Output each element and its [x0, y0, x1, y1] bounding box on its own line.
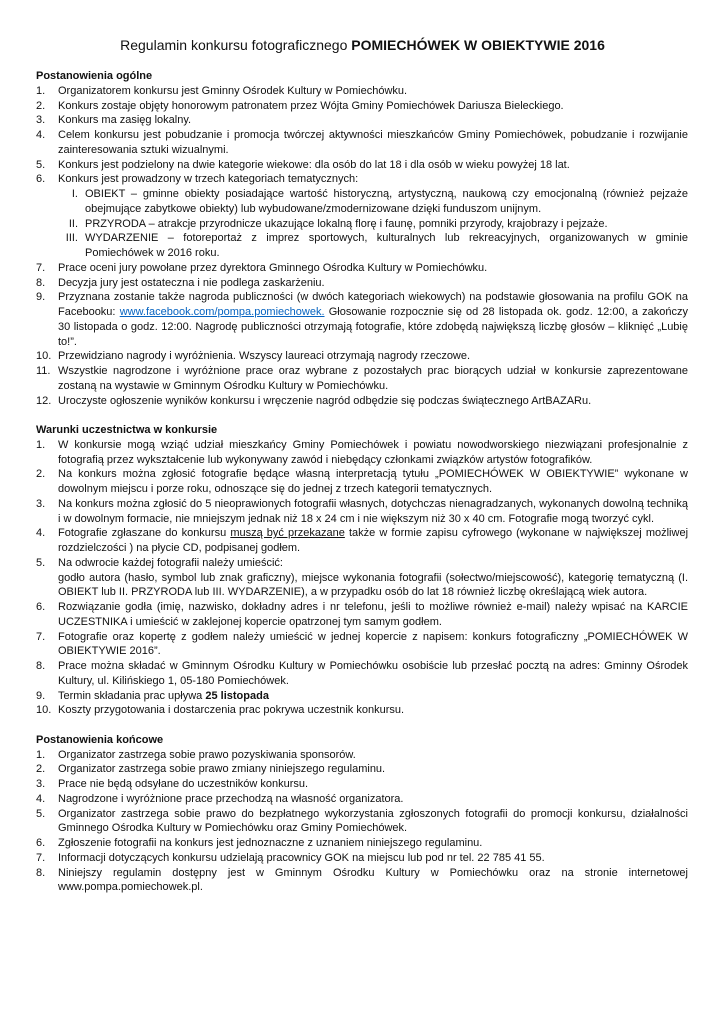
item-text: PRZYRODA – atrakcje przyrodnicze ukazujące lokalną florę i faunę, pomniki przyrody, krajobrazy i pejzaże. — [85, 217, 608, 230]
section-gap — [36, 408, 688, 423]
item-number: 1. — [36, 438, 46, 451]
item-number: 5. — [36, 158, 46, 171]
item-number: 6. — [36, 837, 46, 849]
list-item — [36, 84, 688, 99]
item-text: Na odwrocie każdej fotografii należy umieścić: — [58, 556, 283, 569]
item-text: Prace nie będą odsyłane do uczestników konkursu. — [58, 778, 309, 790]
list-item — [36, 231, 688, 261]
item-text: Zgłoszenie fotografii na konkurs jest jednoznaczne z uznaniem niniejszego regulaminu. — [58, 837, 483, 849]
item-text: Organizator zastrzega sobie prawo do bezpłatnego wykorzystania zgłoszonych fotografii do promocji konkursu, działalności Gminnego Ośrodka Kultury w Pomiechówku oraz Gminy Pomiechówek. — [58, 807, 688, 835]
item-number: 8. — [36, 276, 46, 289]
item-number: 6. — [36, 173, 46, 186]
list-item — [36, 866, 688, 896]
item-number: II. — [68, 217, 78, 230]
item-text: Koszty przygotowania i dostarczenia prac pokrywa uczestnik konkursu. — [58, 704, 405, 717]
item-number: 10. — [36, 704, 52, 717]
item-number: 7. — [36, 630, 46, 643]
item-text-cont: Głosowanie rozpocznie się od 28 listopada ok. godz. 12:00, a zakończy 30 listopada o godz. 12:00. Nagrodę publiczności otrzymają fotografie, które zdobędą największą liczbę głosów – kliknięć „Lubię to!”. — [58, 306, 688, 348]
item-text: Wszystkie nagrodzone i wyróżnione prace oraz wybrane z pozostałych prac biorących udział w konkursie zaprezentowane zostaną na wystawie w Gminnym Ośrodku Kultury w Pomiechówku. — [58, 365, 688, 392]
list-item — [36, 556, 688, 600]
title-contest-name: POMIECHÓWEK W OBIEKTYWIE 2016 — [351, 37, 605, 53]
list-item — [36, 526, 688, 556]
item-text: Fotografie zgłaszane do konkursu — [58, 527, 231, 540]
item-number: 12. — [36, 394, 52, 407]
item-number: 3. — [36, 497, 46, 510]
item-number: 4. — [36, 527, 46, 540]
item-text-cont: godło autora (hasło, symbol lub znak graficzny), miejsce wykonania fotografii (sołectwo/miejscowość), kategorię tematyczną (I. OBIEKT lub II. PRZYRODA lub III. WYDARZENIE), a w przypadku osób do lat 18 również liczbę określającą wiek autora. — [58, 571, 688, 599]
conditions-list-end — [36, 689, 688, 719]
item-text: Fotografie oraz kopertę z godłem należy umieścić w jednej kopercie z napisem: konkurs fotograficzny „POMIECHÓWEK W OBIEKTYWIE 2016”. — [58, 630, 688, 658]
item-number: 1. — [36, 748, 46, 761]
general-list-item9 — [36, 290, 688, 349]
title-prefix: Regulamin konkursu fotograficznego — [120, 37, 352, 53]
item-number: 9. — [36, 689, 46, 702]
item-text: Termin składania prac upływa — [58, 689, 206, 702]
list-item — [36, 600, 688, 630]
list-item — [36, 703, 688, 718]
item-text: Przewidziano nagrody i wyróżnienia. Wszyscy laureaci otrzymają nagrody rzeczowe. — [58, 350, 471, 363]
general-list-continued — [36, 261, 688, 291]
list-item — [36, 128, 688, 158]
list-item — [36, 836, 688, 851]
list-item — [36, 762, 688, 777]
item-text: Niniejszy regulamin dostępny jest w Gminnym Ośrodku Kultury w Pomiechówku oraz na stronie internetowej www.pompa.pomiechowek.pl. — [58, 866, 688, 894]
list-item — [36, 394, 688, 409]
item-number: 6. — [36, 601, 46, 613]
general-list — [36, 84, 688, 187]
list-item — [36, 113, 688, 128]
item-number: 7. — [36, 261, 46, 274]
list-item — [36, 217, 688, 232]
section-heading-final: Postanowienia końcowe — [36, 733, 164, 746]
item-text: Przyznana zostanie także nagroda publiczności (w dwóch kategoriach wiekowych) na podstawie głosowania na profilu GOK na Facebooku: — [58, 291, 688, 318]
item-text: Na konkurs można zgłosić do 5 nieoprawionych fotografii własnych, dotychczas nienagradzanych, wykonanych dowolną techniką i w dowolnym formacie, nie mniejszym jednak niż 18 x 24 cm i nie większym niż 30 x 40 cm. Fotografie mogą tworzyć cykl. — [58, 497, 688, 525]
item-number: 4. — [36, 129, 46, 141]
conditions-list-item4 — [36, 526, 688, 600]
item-text: Prace oceni jury powołane przez dyrektora Gminnego Ośrodka Kultury w Pomiechówku. — [58, 261, 488, 274]
item-text: Organizator zastrzega sobie prawo pozyskiwania sponsorów. — [58, 748, 356, 761]
list-item — [36, 467, 688, 497]
item-number: 4. — [36, 792, 46, 805]
item-number: 2. — [36, 763, 46, 776]
item-text: Organizator zastrzega sobie prawo zmiany niniejszego regulaminu. — [58, 763, 386, 776]
list-item — [36, 276, 688, 291]
list-item — [36, 851, 688, 866]
deadline-date: 25 listopada — [205, 689, 269, 702]
item-text: Konkurs jest prowadzony w trzech kategoriach tematycznych: — [58, 173, 359, 186]
underlined-text: muszą być przekazane — [230, 527, 345, 540]
list-item — [36, 364, 688, 394]
item-text: OBIEKT – gminne obiekty posiadające wartość historyczną, artystyczną, naukową czy emocjonalną (również pejzaże obejmujące zabytkowe obiekty) lub wybudowane/zmodernizowane dzięki funduszom unijnym. — [85, 188, 688, 215]
item-number: 7. — [36, 851, 46, 864]
item-number: III. — [65, 232, 78, 245]
list-item — [36, 187, 688, 217]
list-item — [36, 630, 688, 660]
item-text-cont: także w formie zapisu cyfrowego (wykonane w największej możliwej rozdzielczości ) na płycie CD, podpisanej godłem. — [58, 527, 689, 554]
item-number: 9. — [36, 291, 46, 304]
item-number: 3. — [36, 114, 46, 127]
list-item — [36, 349, 688, 364]
item-text: Nagrodzone i wyróżnione prace przechodzą na własność organizatora. — [58, 792, 404, 805]
item-text: Prace można składać w Gminnym Ośrodku Kultury w Pomiechówku osobiście lub przesłać pocztą na adres: Gminny Ośrodek Kultury, ul. Kilińskiego 1, 05-180 Pomiechówek. — [58, 660, 688, 687]
list-item — [36, 261, 688, 276]
item-text: Uroczyste ogłoszenie wyników konkursu i wręczenie nagród odbędzie się podczas świątecznego ArtBAZARu. — [58, 394, 592, 407]
list-item — [36, 807, 688, 837]
category-list — [36, 187, 688, 261]
list-item — [36, 438, 688, 468]
document-body — [36, 69, 688, 895]
conditions-list-continued — [36, 600, 688, 689]
item-text: WYDARZENIE – fotoreportaż z imprez sportowych, kulturalnych lub rekreacyjnych, organizowanych w gminie Pomiechówek w 2016 roku. — [85, 232, 688, 259]
item-number: 11. — [36, 365, 51, 377]
list-item — [36, 497, 688, 527]
list-item — [36, 290, 688, 349]
conditions-list — [36, 438, 688, 527]
list-item — [36, 792, 688, 807]
section-heading-conditions: Warunki uczestnictwa w konkursie — [36, 424, 218, 436]
list-item — [36, 748, 688, 763]
item-text: Na konkurs można zgłosić fotografie będące własną interpretacją tytułu „POMIECHÓWEK W OBIEKTYWIE” wykonane w dowolnym miejscu i porze roku, odnoszące się do jednej z trzech kategorii tematycznych. — [58, 468, 688, 495]
item-number: 2. — [36, 468, 46, 481]
item-text: Rozwiązanie godła (imię, nazwisko, dokładny adres i nr telefonu, jeśli to możliwe również e-mail) należy wpisać na KARCIE UCZESTNIKA i umieścić w zaklejonej kopercie opatrzonej tym samym godłem. — [58, 601, 688, 628]
item-number: 10. — [36, 350, 52, 363]
document-title — [0, 37, 725, 54]
item-number: 5. — [36, 807, 46, 820]
list-item — [36, 172, 688, 187]
item-number: 8. — [36, 866, 46, 879]
item-number: 2. — [36, 99, 46, 112]
item-number: 1. — [36, 84, 46, 97]
list-item — [36, 689, 688, 704]
item-number: I. — [71, 188, 78, 200]
item-text: W konkursie mogą wziąć udział mieszkańcy Gminy Pomiechówek i powiatu nowodworskiego niezwiązani profesjonalnie z fotografią przez wykształcenie lub wykonywany zawód i niebędący członkami związków artystów fotografików. — [58, 438, 688, 466]
list-item — [36, 99, 688, 114]
item-text: Celem konkursu jest pobudzanie i promocja twórczej aktywności mieszkańców Gminy Pomiechówek, pobudzanie i rozwijanie zainteresowania sztuki wizualnymi. — [58, 129, 688, 156]
item-number: 5. — [36, 556, 46, 569]
item-number: 3. — [36, 778, 46, 790]
section-gap — [36, 718, 688, 733]
item-text: Organizatorem konkursu jest Gminny Ośrodek Kultury w Pomiechówku. — [58, 84, 408, 97]
item-text: Konkurs zostaje objęty honorowym patronatem przez Wójta Gminy Pomiechówek Dariusza Bieleckiego. — [58, 99, 564, 112]
general-list-end — [36, 349, 688, 408]
item-text: Decyzja jury jest ostateczna i nie podlega zaskarżeniu. — [58, 276, 325, 289]
item-text: Konkurs ma zasięg lokalny. — [58, 114, 192, 127]
item-text: Konkurs jest podzielony na dwie kategorie wiekowe: dla osób do lat 18 i dla osób w wieku powyżej 18 lat. — [58, 158, 570, 171]
list-item — [36, 158, 688, 173]
section-heading-general: Postanowienia ogólne — [36, 70, 153, 82]
list-item — [36, 659, 688, 689]
list-item — [36, 777, 688, 792]
item-text: Informacji dotyczących konkursu udzielają pracownicy GOK na miejscu lub pod nr tel. 22 785 41 55. — [58, 851, 545, 864]
facebook-link[interactable]: www.facebook.com/pompa.pomiechowek. — [119, 306, 325, 318]
final-list — [36, 748, 688, 896]
item-number: 8. — [36, 660, 46, 672]
